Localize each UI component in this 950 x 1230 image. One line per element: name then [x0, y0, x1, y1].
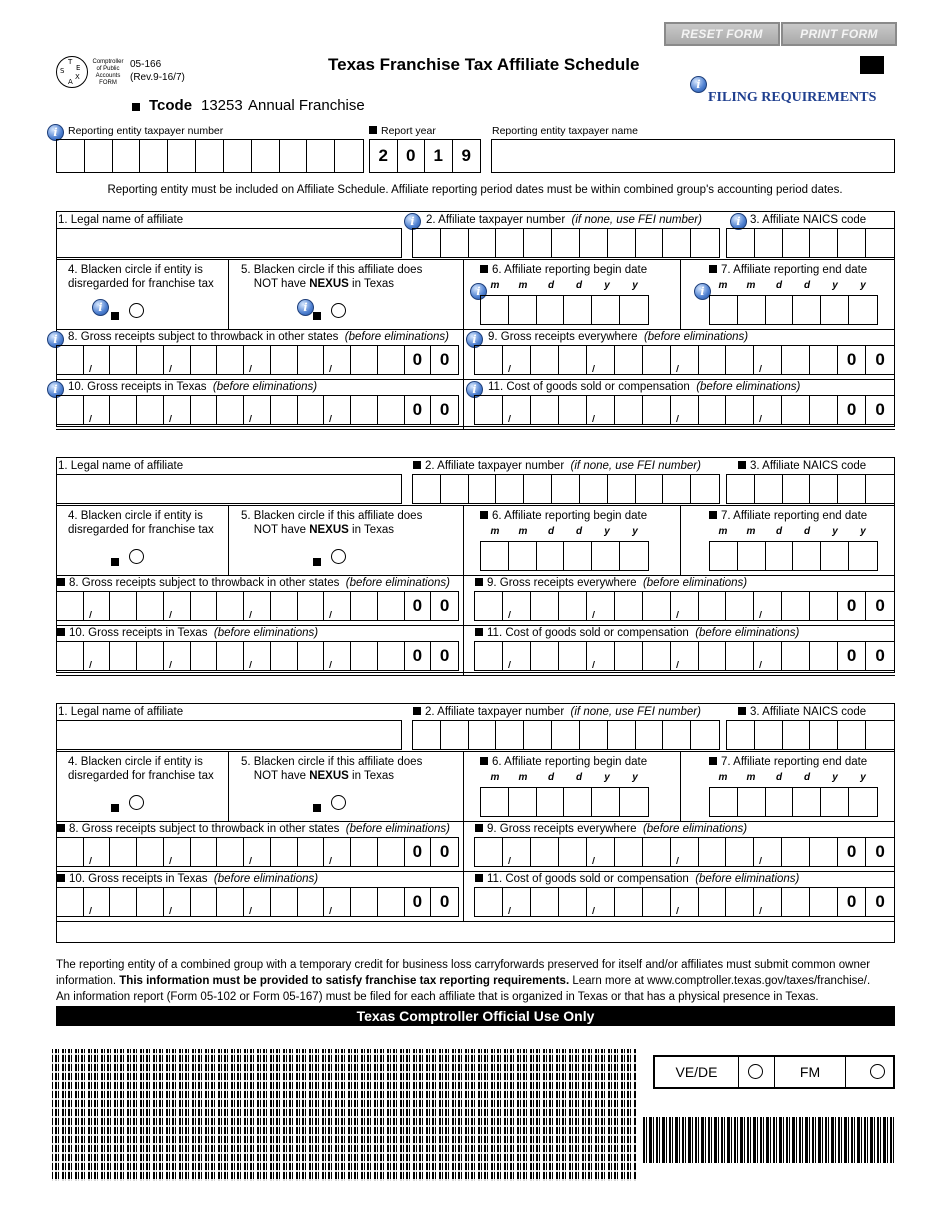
- info-icon[interactable]: i: [470, 283, 487, 300]
- throwback-input[interactable]: 0 0: [56, 345, 459, 375]
- begin-date-input[interactable]: [480, 295, 649, 325]
- square-bullet-icon: [111, 312, 119, 320]
- seal-icon: T E X A S: [56, 56, 88, 88]
- date-format-hint: m m d d y y: [718, 526, 866, 537]
- square-bullet-icon: [313, 558, 321, 566]
- filing-requirements-link[interactable]: FILING REQUIREMENTS: [708, 90, 877, 105]
- taxpayer-number-label: 2. Affiliate taxpayer number (if none, use FEI number): [413, 459, 701, 473]
- info-icon[interactable]: i: [92, 299, 109, 316]
- fm-label: FM: [774, 1057, 846, 1087]
- date-format-hint: m m d d y y: [718, 772, 866, 783]
- date-format-hint: m m d d y y: [490, 772, 638, 783]
- receipts-everywhere-label: 9. Gross receipts everywhere (before eliminations): [475, 822, 747, 836]
- nexus-label: 5. Blacken circle if this affiliate does NOT have NEXUS in Texas: [241, 264, 423, 290]
- disregarded-label: 4. Blacken circle if entity is disregarded for franchise tax: [68, 264, 214, 290]
- info-icon[interactable]: i: [47, 124, 64, 141]
- square-bullet-icon: [111, 558, 119, 566]
- throwback-label: 8. Gross receipts subject to throwback in other states (before eliminations): [68, 331, 449, 343]
- tcode-value: 13253: [201, 97, 243, 114]
- texas-receipts-label: 10. Gross receipts in Texas (before eliminations): [57, 626, 318, 640]
- throwback-label: 8. Gross receipts subject to throwback in other states (before eliminations): [57, 822, 450, 836]
- disregarded-label: 4. Blacken circle if entity is disregarded for franchise tax: [68, 756, 214, 782]
- end-date-input[interactable]: [709, 787, 878, 817]
- official-use-box: [653, 1055, 895, 1089]
- throwback-input[interactable]: 0 0: [56, 591, 459, 621]
- info-icon[interactable]: i: [47, 331, 64, 348]
- cogs-label: 11. Cost of goods sold or compensation (before eliminations): [488, 381, 801, 393]
- square-bullet-icon: [313, 312, 321, 320]
- info-icon[interactable]: i: [47, 381, 64, 398]
- info-icon[interactable]: i: [690, 76, 707, 93]
- affiliate-taxpayer-number-input[interactable]: [412, 720, 720, 750]
- cogs-label: 11. Cost of goods sold or compensation (before eliminations): [475, 872, 799, 886]
- black-marker: [860, 56, 884, 74]
- cogs-label: 11. Cost of goods sold or compensation (before eliminations): [475, 626, 799, 640]
- disregarded-label: 4. Blacken circle if entity is disregarded for franchise tax: [68, 510, 214, 536]
- receipts-everywhere-input[interactable]: 0 0: [474, 837, 895, 867]
- barcode-icon: [52, 1049, 636, 1181]
- disregarded-radio[interactable]: [129, 549, 144, 564]
- info-icon[interactable]: i: [297, 299, 314, 316]
- texas-receipts-input[interactable]: 0 0: [56, 887, 459, 917]
- end-date-label: 7. Affiliate reporting end date: [709, 509, 867, 523]
- naics-code-input[interactable]: [726, 228, 895, 258]
- official-use-banner: Texas Comptroller Official Use Only: [56, 1006, 895, 1026]
- disregarded-radio[interactable]: [129, 303, 144, 318]
- end-date-label: 7. Affiliate reporting end date: [709, 263, 867, 277]
- taxpayer-number-label: 2. Affiliate taxpayer number (if none, use FEI number): [413, 705, 701, 719]
- reset-form-button[interactable]: RESET FORM: [664, 22, 780, 46]
- vede-radio[interactable]: [748, 1064, 763, 1079]
- end-date-input[interactable]: [709, 295, 878, 325]
- nexus-label: 5. Blacken circle if this affiliate does NOT have NEXUS in Texas: [241, 756, 423, 782]
- square-bullet-icon: [313, 804, 321, 812]
- begin-date-input[interactable]: [480, 541, 649, 571]
- square-bullet-icon: [111, 804, 119, 812]
- date-format-hint: m m d d y y: [718, 280, 866, 291]
- taxpayer-number-label: 2. Affiliate taxpayer number (if none, use FEI number): [426, 214, 702, 226]
- info-icon[interactable]: i: [730, 213, 747, 230]
- receipts-everywhere-input[interactable]: 0 0: [474, 591, 895, 621]
- print-form-button[interactable]: PRINT FORM: [781, 22, 897, 46]
- cogs-input[interactable]: 0 0: [474, 887, 895, 917]
- taxpayer-name-label: Reporting entity taxpayer name: [492, 125, 638, 137]
- form-revision: (Rev.9-16/7): [130, 72, 185, 83]
- tcode-description: Annual Franchise: [248, 97, 365, 114]
- report-year-field[interactable]: 2 0 1 9: [369, 139, 481, 173]
- receipts-everywhere-input[interactable]: 0 0: [474, 345, 895, 375]
- legal-name-label: 1. Legal name of affiliate: [58, 460, 184, 472]
- nexus-radio[interactable]: [331, 549, 346, 564]
- date-format-hint: m m d d y y: [490, 526, 638, 537]
- end-date-input[interactable]: [709, 541, 878, 571]
- info-icon[interactable]: i: [694, 283, 711, 300]
- naics-code-input[interactable]: [726, 720, 895, 750]
- vede-label: VE/DE: [655, 1057, 739, 1087]
- tcode-label: Tcode: [149, 97, 193, 114]
- receipts-everywhere-label: 9. Gross receipts everywhere (before eliminations): [475, 576, 747, 590]
- texas-receipts-input[interactable]: 0 0: [56, 641, 459, 671]
- texas-receipts-label: 10. Gross receipts in Texas (before eliminations): [57, 872, 318, 886]
- begin-date-input[interactable]: [480, 787, 649, 817]
- footer-text: The reporting entity of a combined group with a temporary credit for business loss carryforwards preserved for itself and/or affiliates must submit common owner information. This information must be provided to satisfy franchise tax reporting requirements. Learn more at www.comptroller.texas.gov/taxes/franchise/. An information report (Form 05-102 or Form 05-167) must be filed for each affiliate that is organized in Texas or that has a physical presence in Texas.: [56, 959, 871, 1003]
- affiliate-taxpayer-number-input[interactable]: [412, 228, 720, 258]
- throwback-label: 8. Gross receipts subject to throwback in other states (before eliminations): [57, 576, 450, 590]
- info-icon[interactable]: i: [404, 213, 421, 230]
- nexus-radio[interactable]: [331, 795, 346, 810]
- legal-name-input[interactable]: [56, 228, 402, 258]
- taxpayer-number-input[interactable]: [56, 139, 364, 173]
- legal-name-input[interactable]: [56, 474, 402, 504]
- form-title: Texas Franchise Tax Affiliate Schedule: [328, 55, 640, 74]
- barcode-icon: [643, 1117, 895, 1163]
- taxpayer-name-input[interactable]: [491, 139, 895, 173]
- begin-date-label: 6. Affiliate reporting begin date: [480, 263, 647, 277]
- taxpayer-number-label: Reporting entity taxpayer number: [68, 125, 224, 137]
- receipts-everywhere-label: 9. Gross receipts everywhere (before eliminations): [488, 331, 749, 343]
- cogs-input[interactable]: 0 0: [474, 641, 895, 671]
- fm-radio[interactable]: [870, 1064, 885, 1079]
- report-year-label: Report year: [369, 124, 436, 138]
- legal-name-label: 1. Legal name of affiliate: [58, 706, 184, 718]
- agency-name: Comptroller of Public Accounts FORM: [92, 59, 124, 86]
- date-format-hint: m m d d y y: [490, 280, 638, 291]
- form-number: 05-166: [130, 59, 162, 70]
- legal-name-input[interactable]: [56, 720, 402, 750]
- nexus-label: 5. Blacken circle if this affiliate does NOT have NEXUS in Texas: [241, 510, 423, 536]
- disregarded-radio[interactable]: [129, 795, 144, 810]
- throwback-input[interactable]: 0 0: [56, 837, 459, 867]
- info-icon[interactable]: i: [466, 381, 483, 398]
- naics-label: 3. Affiliate NAICS code: [750, 214, 867, 226]
- begin-date-label: 6. Affiliate reporting begin date: [480, 755, 647, 769]
- affiliate-taxpayer-number-input[interactable]: [412, 474, 720, 504]
- legal-name-label: 1. Legal name of affiliate: [58, 214, 184, 226]
- nexus-radio[interactable]: [331, 303, 346, 318]
- naics-label: 3. Affiliate NAICS code: [738, 459, 866, 473]
- texas-receipts-label: 10. Gross receipts in Texas (before eliminations): [68, 381, 318, 393]
- info-icon[interactable]: i: [466, 331, 483, 348]
- cogs-input[interactable]: 0 0: [474, 395, 895, 425]
- square-bullet-icon: [132, 103, 140, 111]
- naics-label: 3. Affiliate NAICS code: [738, 705, 866, 719]
- period-notice: Reporting entity must be included on Affiliate Schedule. Affiliate reporting period dates must be within combined group's accounting period dates.: [107, 184, 843, 196]
- begin-date-label: 6. Affiliate reporting begin date: [480, 509, 647, 523]
- naics-code-input[interactable]: [726, 474, 895, 504]
- end-date-label: 7. Affiliate reporting end date: [709, 755, 867, 769]
- texas-receipts-input[interactable]: 0 0: [56, 395, 459, 425]
